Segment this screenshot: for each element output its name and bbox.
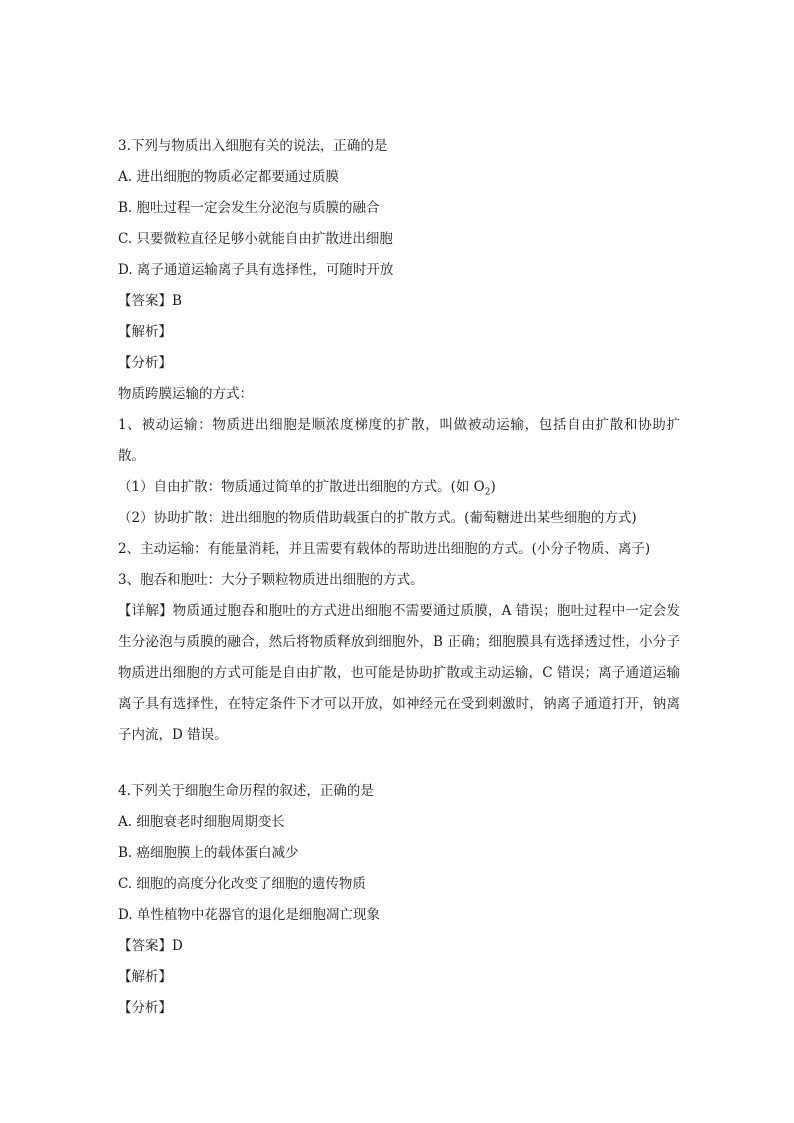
analysis-point-1a-close: ) xyxy=(490,479,496,495)
question-4-option-c: C. 细胞的高度分化改变了细胞的遗传物质 xyxy=(118,876,366,892)
question-4-answer: 【答案】D xyxy=(118,938,183,954)
question-3-answer: 【答案】B xyxy=(118,293,182,309)
analysis-point-1a-text: （1）自由扩散：物质通过简单的扩散进出细胞的方式。(如 O xyxy=(118,479,485,495)
question-4-stem: 4.下列关于细胞生命历程的叙述，正确的是 xyxy=(118,783,374,799)
analysis-point-1a xyxy=(118,472,680,503)
question-3-option-b: B. 胞吐过程一定会发生分泌泡与质膜的融合 xyxy=(118,200,380,216)
question-3-option-a: A. 进出细胞的物质必定都要通过质膜 xyxy=(118,169,339,185)
analysis-point-2: 2、主动运输：有能量消耗，并且需要有载体的帮助进出细胞的方式。(小分子物质、离子) xyxy=(118,541,651,557)
question-4-jiexi-heading: 【解析】 xyxy=(118,969,172,985)
question-4-option-b: B. 癌细胞膜上的载体蛋白减少 xyxy=(118,845,299,861)
oxygen-subscript: 2 xyxy=(484,487,491,498)
question-3-stem: 3.下列与物质出入细胞有关的说法，正确的是 xyxy=(118,138,388,154)
document-page xyxy=(118,131,680,1024)
question-4-option-d: D. 单性植物中花器官的退化是细胞凋亡现象 xyxy=(118,907,380,923)
question-3-jiexi-heading: 【解析】 xyxy=(118,324,172,340)
question-3-fenxi-heading: 【分析】 xyxy=(118,355,172,371)
analysis-point-3: 3、胞吞和胞吐：大分子颗粒物质进出细胞的方式。 xyxy=(118,572,424,588)
question-4-option-a: A. 细胞衰老时细胞周期变长 xyxy=(118,814,285,830)
question-3-option-c: C. 只要微粒直径足够小就能自由扩散进出细胞 xyxy=(118,231,393,247)
question-3-option-d: D. 离子通道运输离子具有选择性，可随时开放 xyxy=(118,262,394,278)
analysis-point-1: 1、被动运输：物质进出细胞是顺浓度梯度的扩散，叫做被动运输，包括自由扩散和协助扩散。 xyxy=(118,417,680,464)
analysis-point-1b: （2）协助扩散：进出细胞的物质借助载蛋白的扩散方式。(葡萄糖进出某些细胞的方式) xyxy=(118,510,637,526)
question-4-fenxi-heading: 【分析】 xyxy=(118,1000,172,1016)
question-3-detail: 【详解】物质通过胞吞和胞吐的方式进出细胞不需要通过质膜，A 错误；胞吐过程中一定会发生分泌泡与质膜的融合，然后将物质释放到细胞外，B 正确；细胞膜具有选择透过性，小分子物质进出细胞的方式可能是自由扩散，也可能是协助扩散或主动运输，C 错误；离子通道运输离子具有选择性，在特定条件下才可以开放，如神经元在受到刺激时，钠离子通道打开，钠离子内流，D 错误。 xyxy=(118,603,680,743)
analysis-title: 物质跨膜运输的方式： xyxy=(118,386,253,402)
question-separator xyxy=(118,751,680,776)
